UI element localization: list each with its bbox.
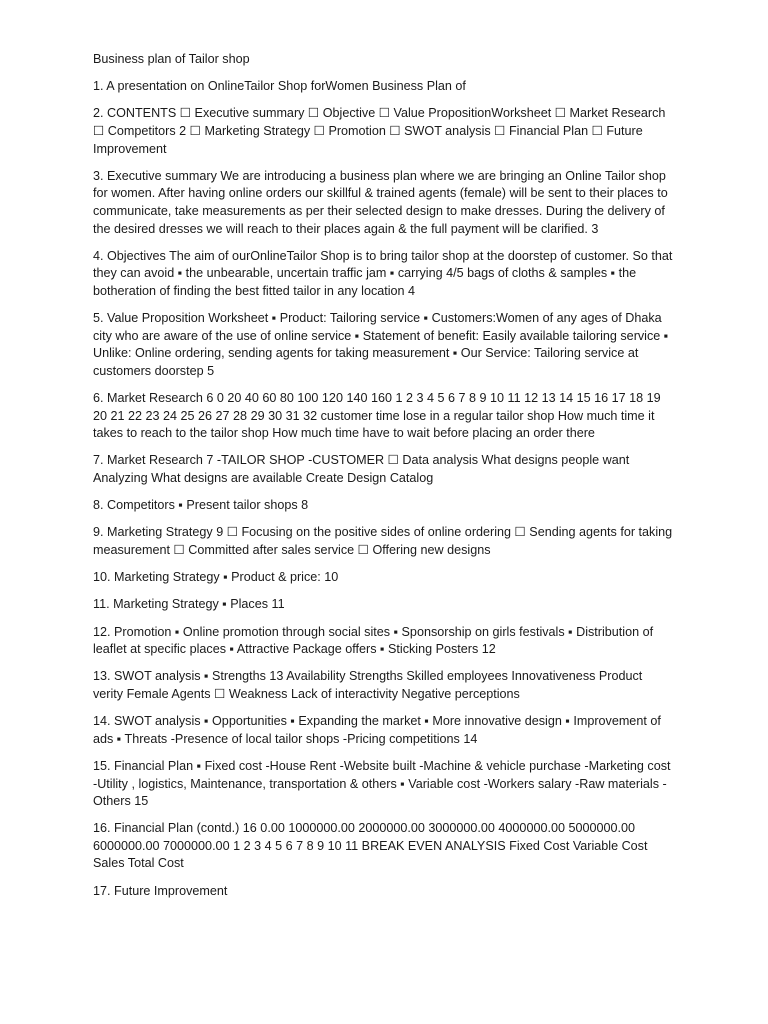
paragraph-future-improvement: 17. Future Improvement bbox=[93, 883, 228, 898]
paragraph-financial-plan: 15. Financial Plan ▪ Fixed cost -House Rent -Website built -Machine & vehicle purchase -Marketing cost -Utility , logistics, Maintenance, transportation & others ▪ Variable cost -Workers salary -Raw materials -Others 15 bbox=[93, 758, 671, 809]
paragraph-swot-14: 14. SWOT analysis ▪ Opportunities ▪ Expanding the market ▪ More innovative design ▪ Improvement of ads ▪ Threats -Presence of local tailor shops -Pricing competitions 14 bbox=[93, 714, 661, 746]
paragraph-marketing-strategy-11: 11. Marketing Strategy ▪ Places 11 bbox=[93, 597, 285, 612]
paragraph-market-research-6: 6. Market Research 6 0 20 40 60 80 100 120 140 160 1 2 3 4 5 6 7 8 9 10 11 12 13 14 15 16 17 18 19 20 21 22 23 24 25 26 27 28 29 30 31 32 customer time lose in a regular tailor shop How much time it takes to reach to the tailor shop How much time have to wait before placing an order there bbox=[93, 391, 661, 441]
paragraph-executive-summary: 3. Executive summary We are introducing a business plan where we are bringing an Online Tailor shop for women. After having online orders our skillful & trained agents (female) will be sent to their places to communicate, take measurements as per their selected design to make dresses. During the delivery of the desired dresses we will reach to their places again & the full payment will be clarified. 3 bbox=[93, 168, 668, 236]
paragraph-objectives: 4. Objectives The aim of ourOnlineTailor Shop is to bring tailor shop at the doorstep of customer. So that they can avoid ▪ the unbearable, uncertain traffic jam ▪ carrying 4/5 bags of cloths & samples ▪ the botheration of finding the best fitted tailor in any location 4 bbox=[93, 248, 673, 298]
document-page bbox=[93, 51, 675, 910]
paragraph-value-proposition: 5. Value Proposition Worksheet ▪ Product: Tailoring service ▪ Customers:Women of any ages of Dhaka city who are aware of the use of online service ▪ Statement of benefit: Easily available tailoring service ▪ Unlike: Online ordering, sending agents for taking measurement ▪ Our Service: Tailoring service at customers doorstep 5 bbox=[93, 311, 669, 378]
paragraph-competitors: 8. Competitors ▪ Present tailor shops 8 bbox=[93, 498, 309, 513]
paragraph-contents: 2. CONTENTS ☐ Executive summary ☐ Objective ☐ Value PropositionWorksheet ☐ Market Research ☐ Competitors 2 ☐ Marketing Strategy ☐ Promotion ☐ SWOT analysis ☐ Financial Plan ☐ Future Improvement bbox=[93, 106, 666, 156]
document-title: Business plan of Tailor shop bbox=[93, 52, 250, 66]
paragraph-swot-13: 13. SWOT analysis ▪ Strengths 13 Availability Strengths Skilled employees Innovativeness Product verity Female Agents ☐ Weakness Lack of interactivity Negative perceptions bbox=[93, 669, 643, 701]
paragraph-financial-plan-contd: 16. Financial Plan (contd.) 16 0.00 1000000.00 2000000.00 3000000.00 4000000.00 5000000.00 6000000.00 7000000.00 1 2 3 4 5 6 7 8 9 10 11 BREAK EVEN ANALYSIS Fixed Cost Variable Cost Sales Total Cost bbox=[93, 821, 648, 871]
paragraph-promotion: 12. Promotion ▪ Online promotion through social sites ▪ Sponsorship on girls festivals ▪ Distribution of leaflet at specific places ▪ Attractive Package offers ▪ Sticking Posters 12 bbox=[93, 624, 654, 657]
paragraph-marketing-strategy-10: 10. Marketing Strategy ▪ Product & price: 10 bbox=[93, 570, 339, 585]
paragraph-market-research-7: 7. Market Research 7 -TAILOR SHOP -CUSTOMER ☐ Data analysis What designs people want Analyzing What designs are available Create Design Catalog bbox=[93, 453, 630, 486]
paragraph-presentation: 1. A presentation on OnlineTailor Shop forWomen Business Plan of bbox=[93, 79, 466, 94]
paragraph-marketing-strategy-9: 9. Marketing Strategy 9 ☐ Focusing on the positive sides of online ordering ☐ Sending agents for taking measurement ☐ Committed after sales service ☐ Offering new designs bbox=[93, 525, 673, 557]
